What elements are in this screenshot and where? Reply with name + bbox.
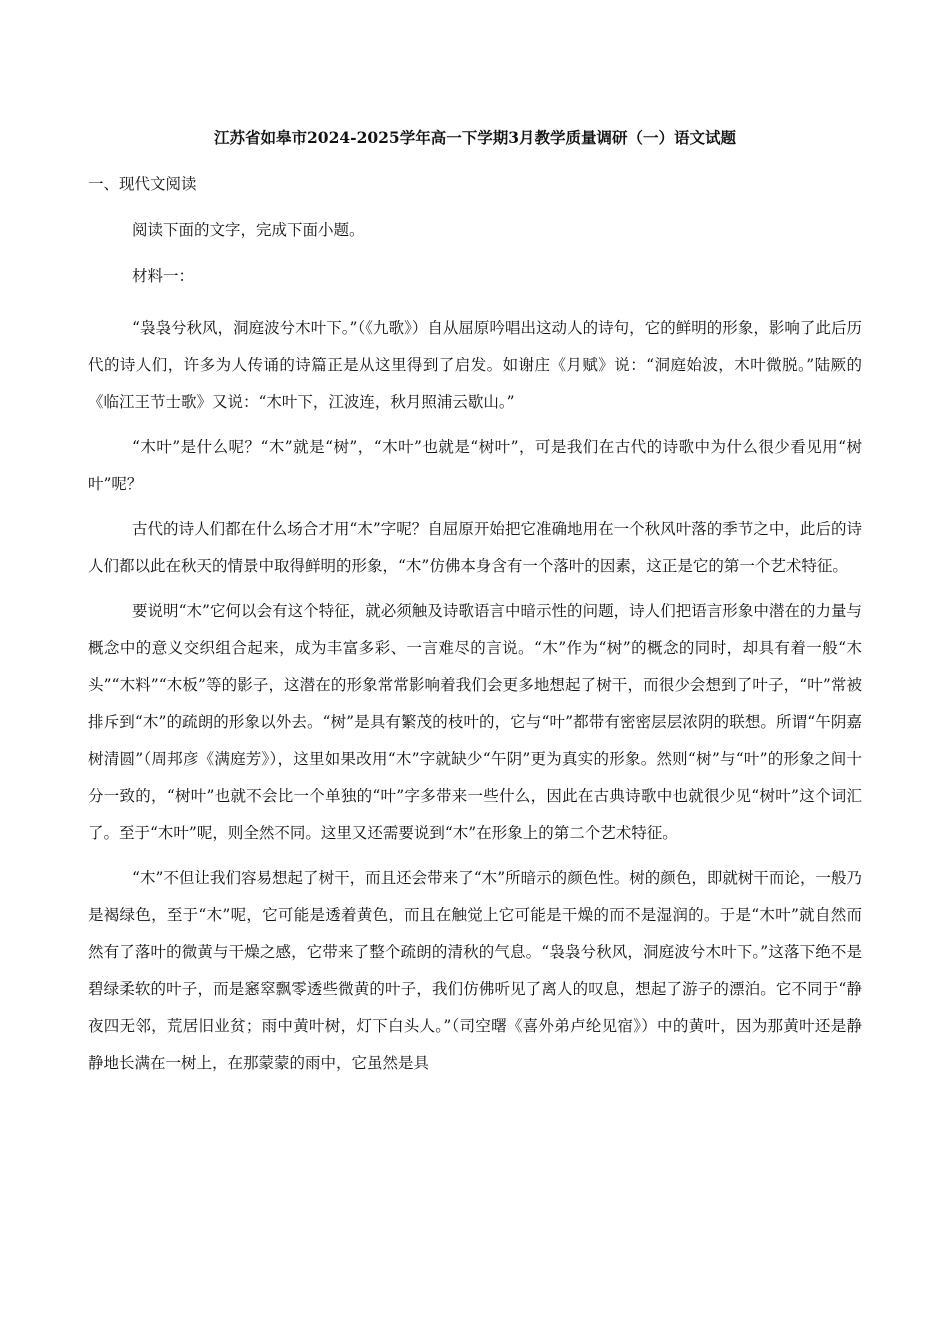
paragraph: “袅袅兮秋风，洞庭波兮木叶下。”（《九歌》）自从屈原吟唱出这动人的诗句，它的鲜明的形象，影响了此后历代的诗人们，许多为人传诵的诗篇正是从这里得到了启发。如谢庄《月赋》说：“洞庭始波，木叶微脱。”陆厥的《临江王节士歌》又说：“木叶下，江波连，秋月照浦云歇山。” xyxy=(88,319,862,411)
material-label: 材料一： xyxy=(132,267,195,285)
paragraph: 要说明“木”它何以会有这个特征，就必须触及诗歌语言中暗示性的问题，诗人们把语言形象中潜在的力量与概念中的意义交织组合起来，成为丰富多彩、一言难尽的言说。“木”作为“树”的概念的同时，却具有着一般“木头”“木料”“木板”等的影子，这潜在的形象常常影响着我们会更多地想起了树干，而很少会想到了叶子，“叶”常被排斥到“木”的疏朗的形象以外去。“树”是具有繁茂的枝叶的，它与“叶”都带有密密层层浓阴的联想。所谓“午阴嘉树清圆”（周邦彦《满庭芳》），这里如果改用“木”字就缺少“午阴”更为真实的形象。然则“树”与“叶”的形象之间十分一致的，“树叶”也就不会比一个单独的“叶”字多带来一些什么，因此在古典诗歌中也就很少见“树叶”这个词汇了。至于“木叶”呢，则全然不同。这里又还需要说到“木”在形象上的第二个艺术特征。 xyxy=(88,602,862,842)
paragraph: “木叶”是什么呢？“木”就是“树”，“木叶”也就是“树叶”，可是我们在古代的诗歌中为什么很少看见用“树叶”呢？ xyxy=(88,438,862,493)
paragraph: “木”不但让我们容易想起了树干，而且还会带来了“木”所暗示的颜色性。树的颜色，即就树干而论，一般乃是褐绿色，至于“木”呢，它可能是透着黄色，而且在触觉上它可能是干燥的而不是湿润的。于是“木叶”就自然而然有了落叶的微黄与干燥之感，它带来了整个疏朗的清秋的气息。“袅袅兮秋风，洞庭波兮木叶下。”这落下绝不是碧绿柔软的叶子，而是窸窣飘零透些微黄的叶子，我们仿佛听见了离人的叹息，想起了游子的漂泊。它不同于“静夜四无邻，荒居旧业贫；雨中黄叶树，灯下白头人。”（司空曙《喜外弟卢纶见宿》）中的黄叶，因为那黄叶还是静静地长满在一树上，在那蒙蒙的雨中，它虽然是具 xyxy=(88,869,862,1072)
section-heading: 一、现代文阅读 xyxy=(88,175,197,193)
reading-instruction: 阅读下面的文字，完成下面小题。 xyxy=(132,221,365,239)
paragraph: 古代的诗人们都在什么场合才用“木”字呢？自屈原开始把它准确地用在一个秋风叶落的季节之中，此后的诗人们都以此在秋天的情景中取得鲜明的形象，“木”仿佛本身含有一个落叶的因素，这正是它的第一个艺术特征。 xyxy=(88,520,862,575)
document-title: 江苏省如皋市2024-2025学年高一下学期3月教学质量调研（一）语文试题 xyxy=(214,128,736,147)
